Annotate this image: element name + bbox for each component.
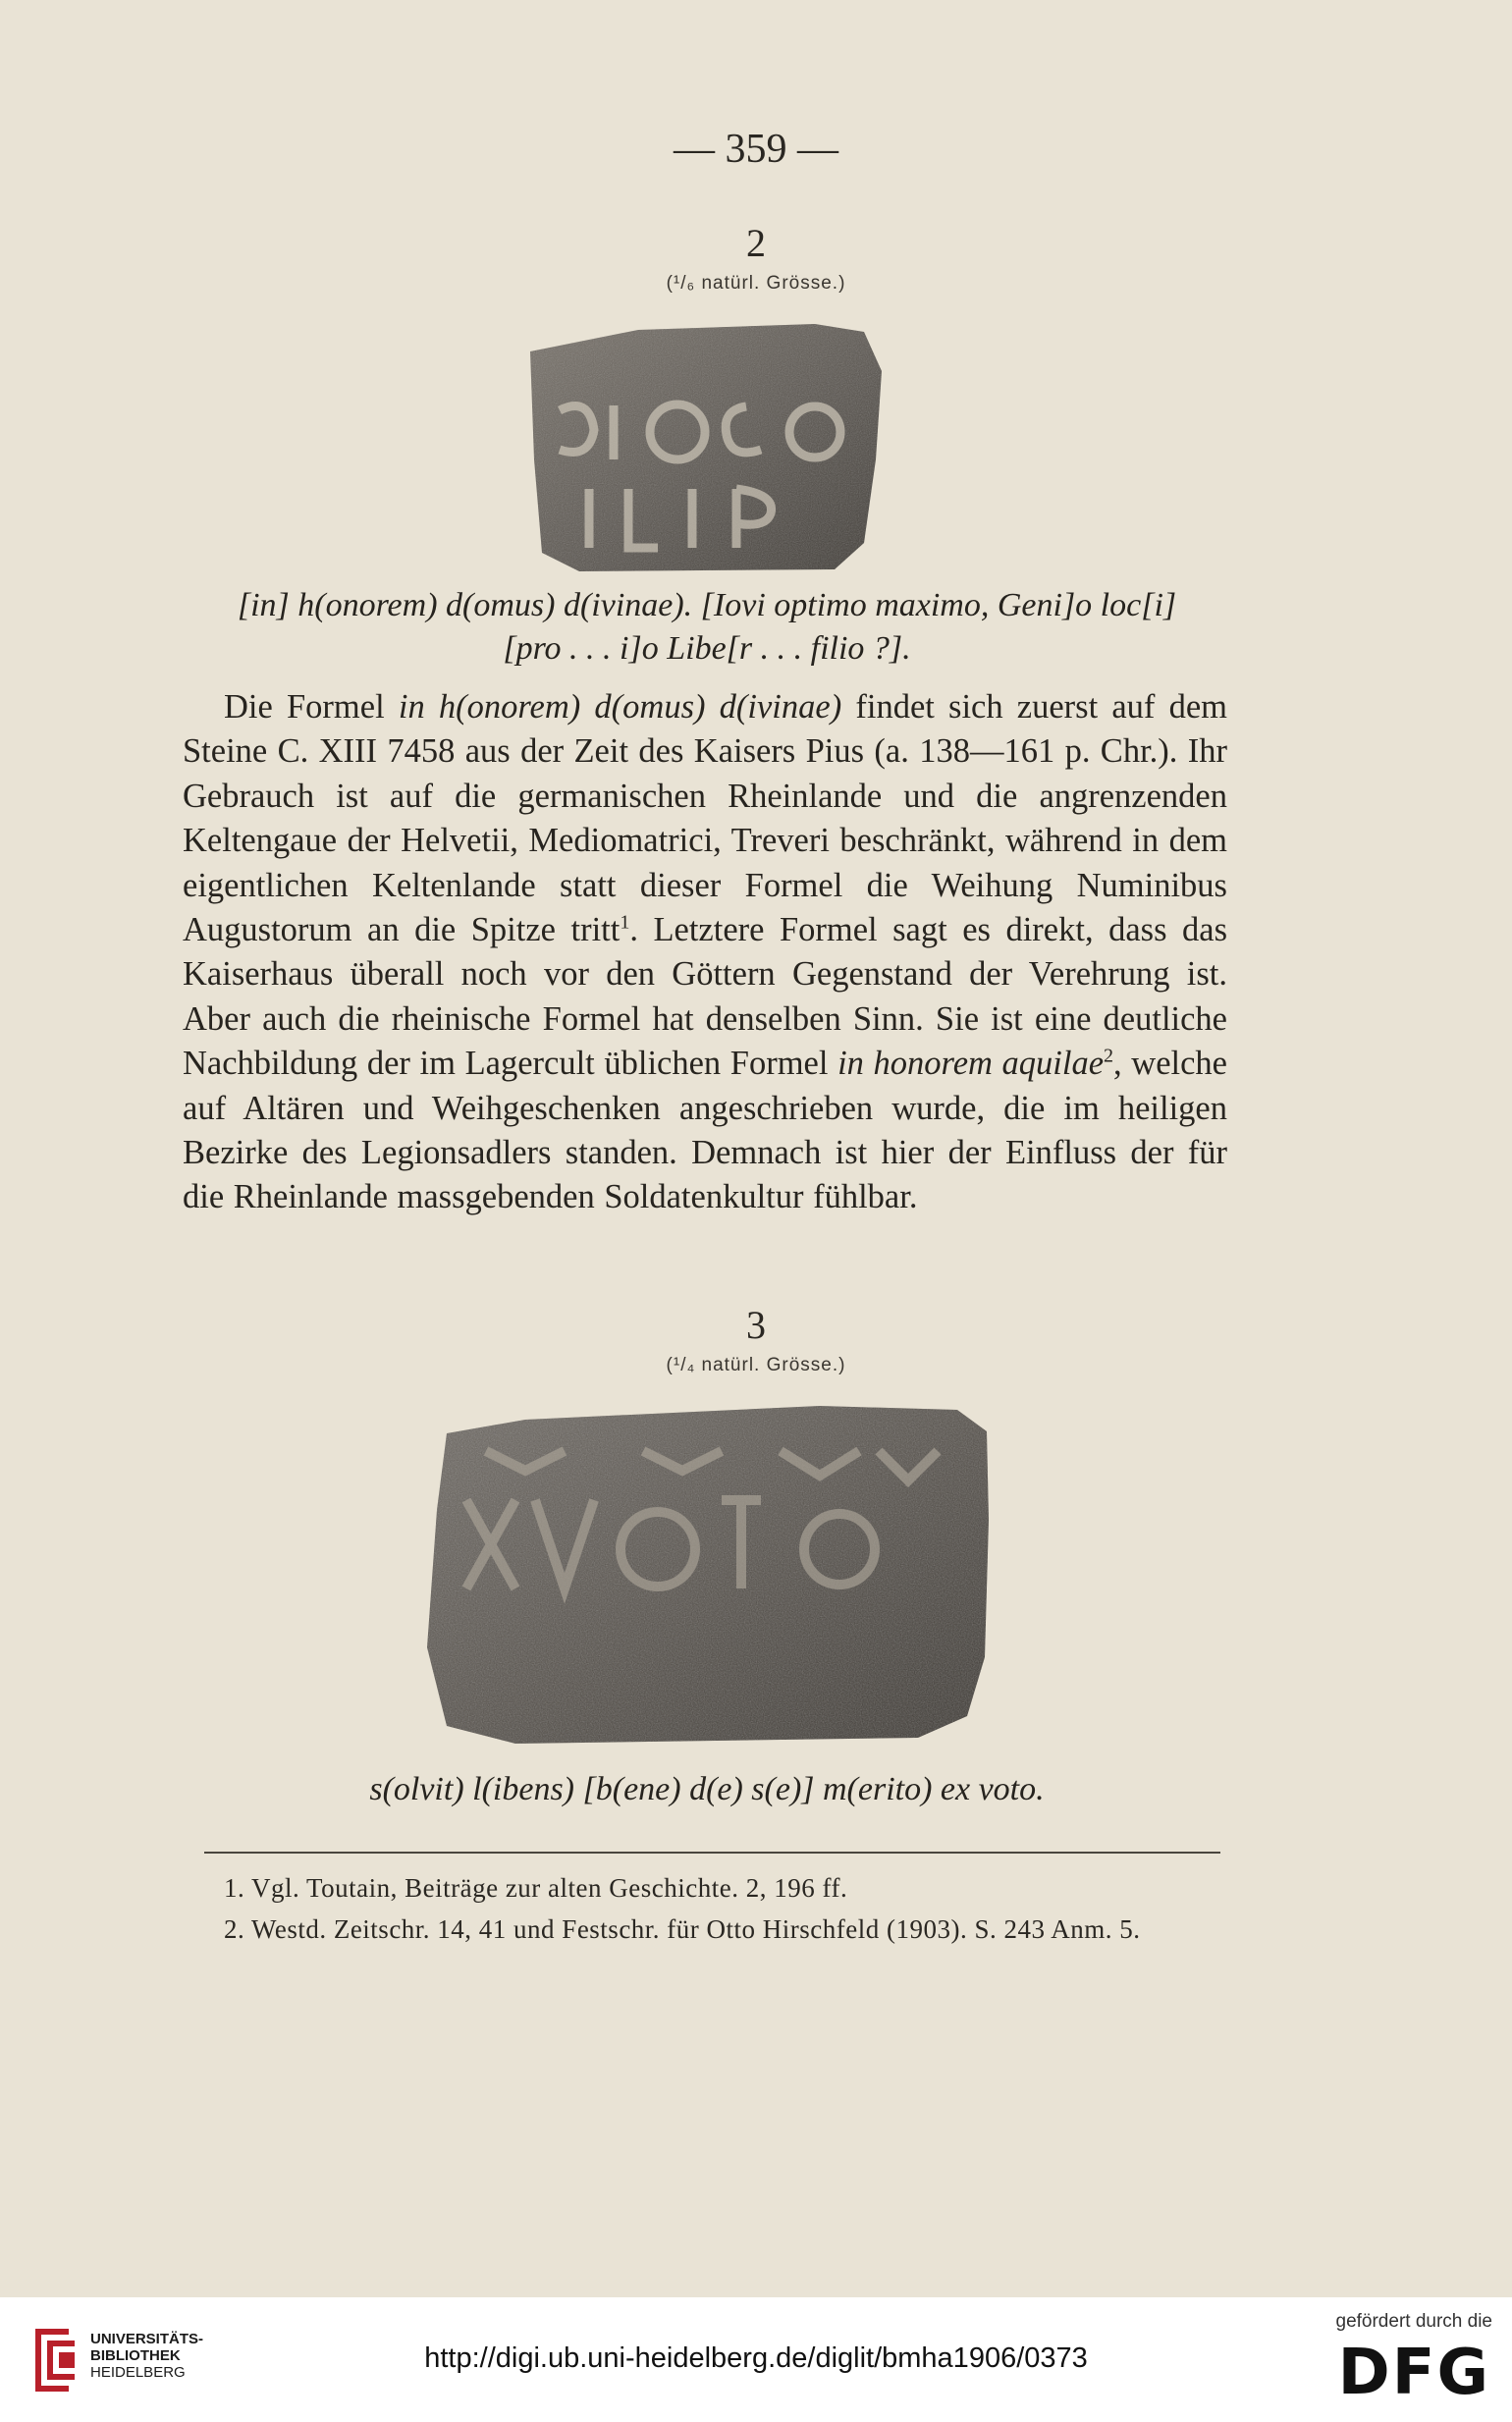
- page-number: — 359 —: [674, 127, 838, 172]
- figure-2-caption-line-1: [in] h(onorem) d(omus) d(ivinae). [Iovi optimo maximo, Geni]o loc[i]: [237, 587, 1177, 623]
- paragraph-italic-formula: in honorem aquilae: [837, 1045, 1105, 1083]
- footnote-ref-1: 1: [620, 911, 630, 934]
- paragraph-text: , welche auf Altären und Weihgeschenken angeschrieben wurde, die im heiligen Bezirke des Legionsadlers standen. Demnach ist hier der Einfluss der für die Rheinlande massgebenden Soldatenkultur fühlbar.: [183, 1045, 1227, 1216]
- figure-3-number: 3: [746, 1303, 766, 1347]
- body-paragraph: [183, 685, 1227, 1220]
- library-name-line-3: HEIDELBERG: [90, 2364, 186, 2381]
- figure-2-stone-photo: [520, 312, 893, 577]
- figure-3-stone-photo: [407, 1392, 997, 1755]
- footnote-2: 2. Westd. Zeitschr. 14, 41 und Festschr. für Otto Hirschfeld (1903). S. 243 Anm. 5.: [224, 1914, 1141, 1944]
- figure-3-caption: s(olvit) l(ibens) [b(ene) d(e) s(e)] m(erito) ex voto.: [369, 1771, 1045, 1807]
- paragraph-text: findet sich zuerst auf dem Steine C. XIII 7458 aus der Zeit des Kaisers Pius (a. 138—161 p. Chr.). Ihr Gebrauch ist auf die germanischen Rheinlande und die angrenzenden Keltengaue der Helvetii, Mediomatrici, Treveri beschränkt, während in dem eigentlichen Keltenlande statt dieser Formel die Weihung Numinibus Augustorum an die Spitze tritt: [183, 688, 1228, 949]
- figure-2-number: 2: [746, 221, 766, 265]
- figure-3-scale: (¹/₄ natürl. Grösse.): [666, 1355, 846, 1375]
- footnote-1: 1. Vgl. Toutain, Beiträge zur alten Geschichte. 2, 196 ff.: [224, 1873, 848, 1903]
- dfg-logo[interactable]: DFG: [1337, 2337, 1490, 2409]
- library-name-line-1: UNIVERSITÄTS-: [90, 2331, 204, 2347]
- paragraph-text: Die Formel: [224, 688, 399, 726]
- paragraph-text: . Letztere Formel sagt es direkt, dass das Kaiserhaus überall noch vor den Göttern Gegenstand der Verehrung ist. Aber auch die rheinische Formel hat denselben Sinn. Sie ist eine deutliche Nachbildung der im Lagercult üblichen Formel: [183, 911, 1227, 1083]
- permalink-url[interactable]: http://digi.ub.uni-heidelberg.de/diglit/bmha1906/0373: [424, 2342, 1088, 2374]
- paragraph-italic-formula: in h(onorem) d(omus) d(ivinae): [398, 688, 842, 726]
- figure-2-scale: (¹/₆ natürl. Grösse.): [666, 273, 846, 294]
- funded-by-label: gefördert durch die: [1335, 2311, 1492, 2332]
- footnote-ref-2: 2: [1104, 1045, 1114, 1067]
- library-name-line-2: BIBLIOTHEK: [90, 2347, 181, 2364]
- figure-2-caption-line-2: [pro . . . i]o Libe[r . . . filio ?].: [503, 630, 911, 667]
- footnote-separator: [204, 1852, 1220, 1854]
- footer-bar: [0, 2297, 1512, 2422]
